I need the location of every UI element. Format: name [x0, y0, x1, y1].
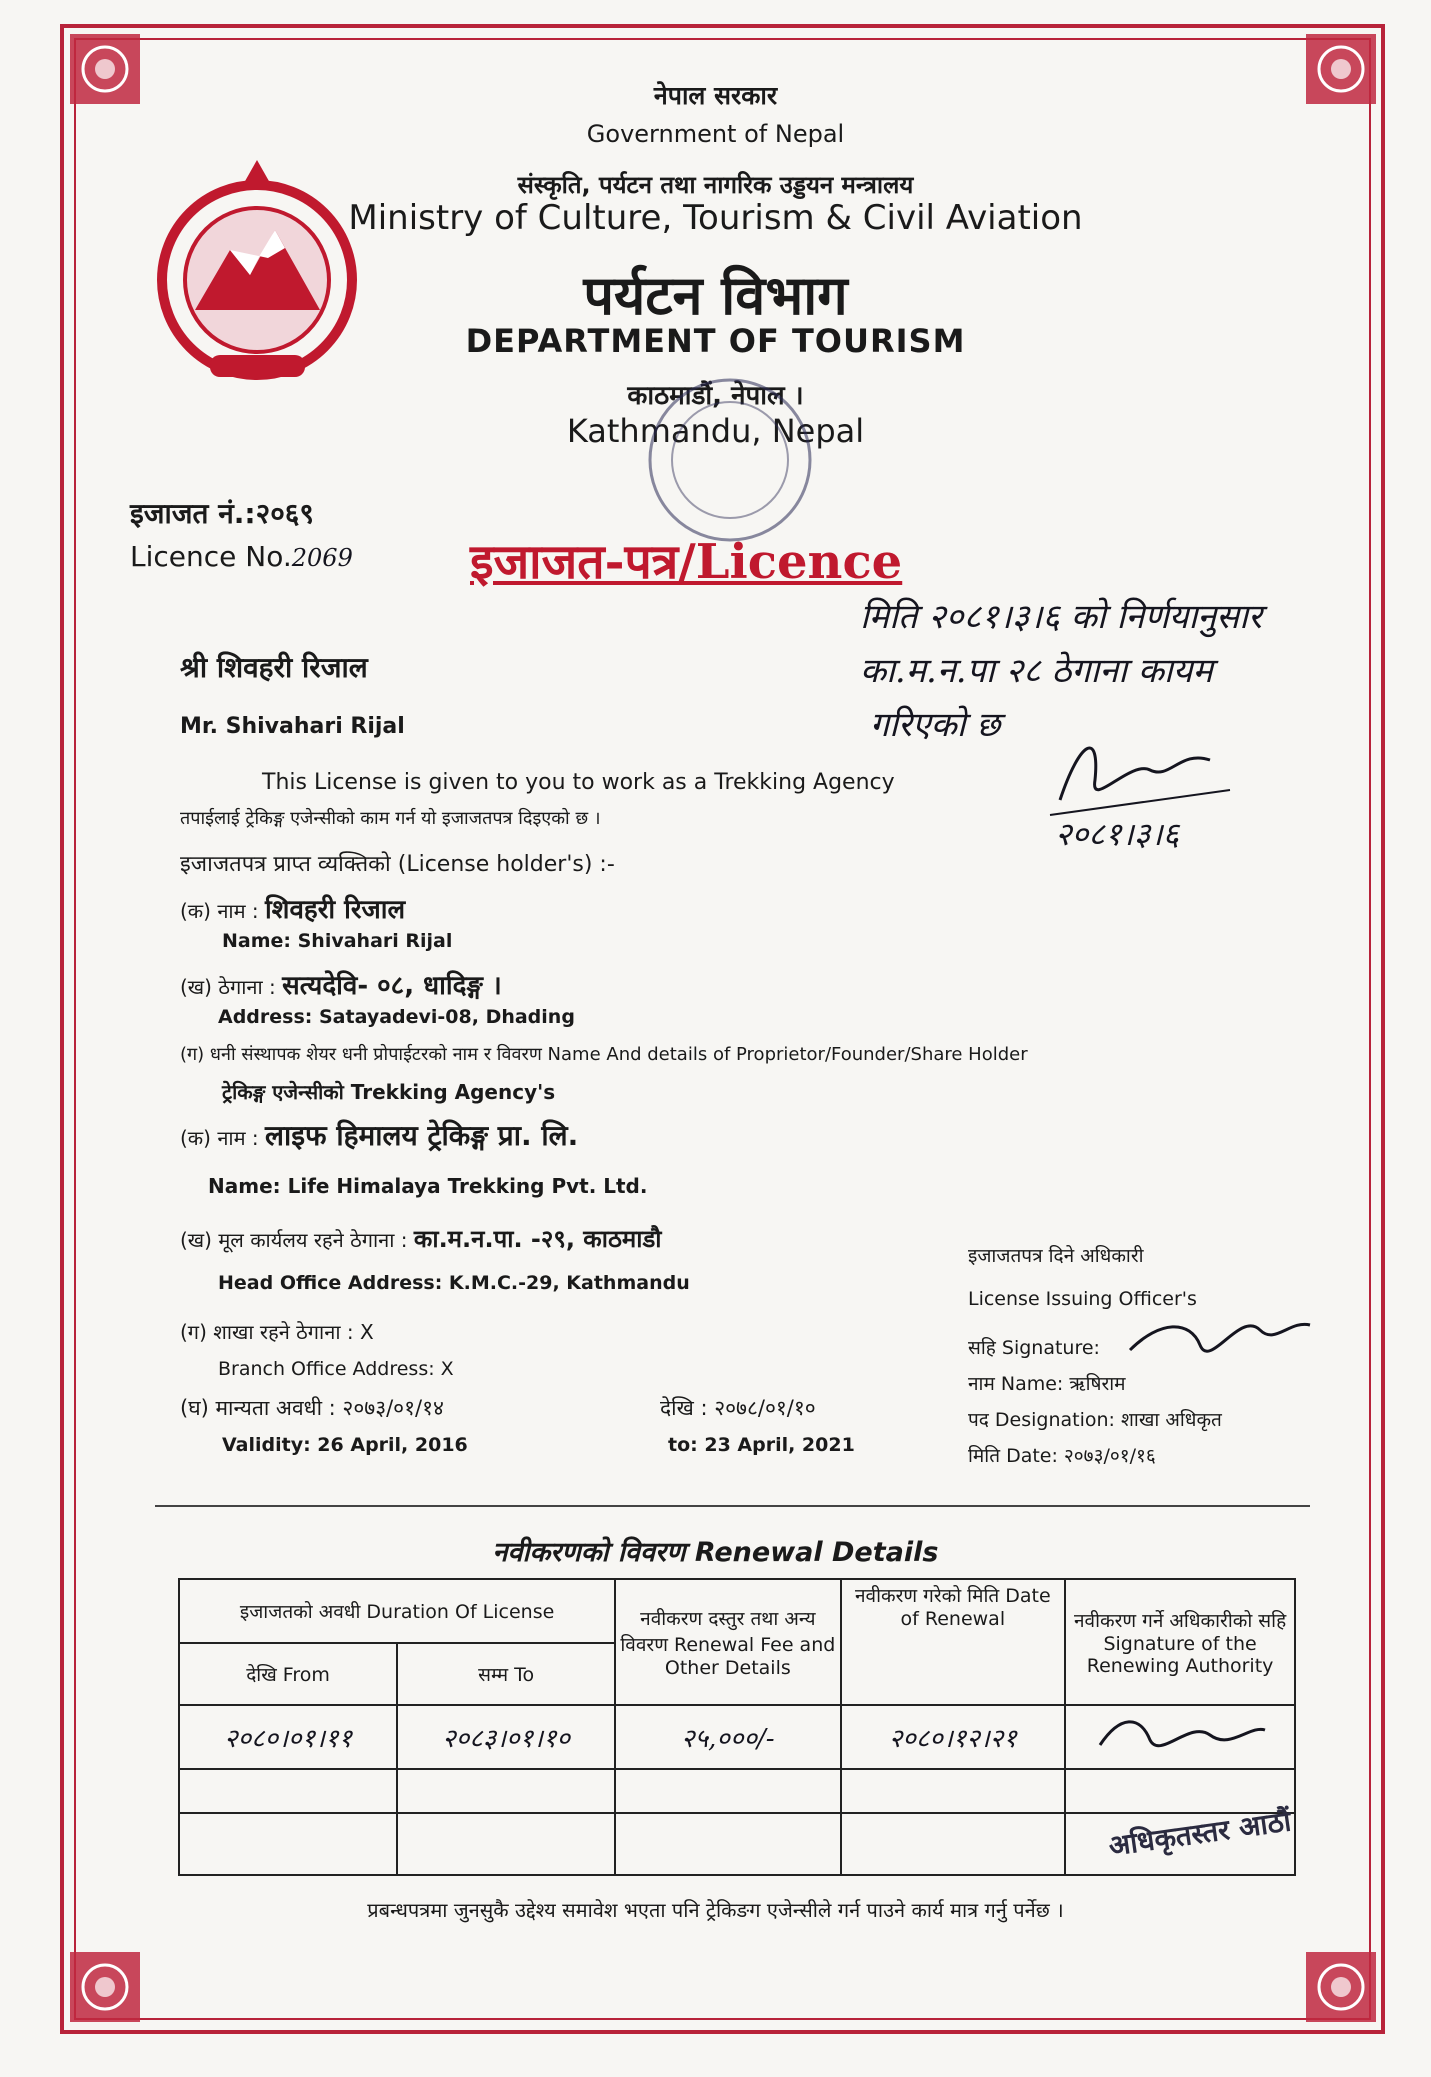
- agency-en: Name: Life Himalaya Trekking Pvt. Ltd.: [208, 1174, 648, 1198]
- intro-np: तपाईलाई ट्रेकिङ्ग एजेन्सीको काम गर्न यो इजाजतपत्र दिइएको छ ।: [180, 808, 601, 829]
- empty-cell: [397, 1769, 615, 1813]
- intro-en: This License is given to you to work as a Trekking Agency: [262, 770, 895, 795]
- corner-ornament-bottom-right: [1302, 1948, 1380, 2026]
- gov-np: नेपाल सरकार: [653, 81, 778, 110]
- address-en: Address: Satayadevi-08, Dhading: [218, 1006, 575, 1028]
- renewal-fee: २५,०००/-: [615, 1705, 840, 1769]
- location-np: काठमाडौं, नेपाल ।: [627, 381, 804, 411]
- name-np-label: (क) नाम :: [180, 899, 259, 923]
- empty-cell: [179, 1813, 397, 1875]
- handwritten-note-date: २०८१।३।६: [1055, 815, 1180, 853]
- renewal-title: नवीकरणको विवरण Renewal Details: [492, 1537, 939, 1568]
- name-np-value: शिवहरी रिजाल: [265, 895, 406, 925]
- licence-no-label: Licence No.: [130, 540, 292, 573]
- officer-signature-icon: [1120, 1300, 1320, 1380]
- signature-header: नवीकरण गर्ने अधिकारीको सहि Signature of the Renewing Authority: [1065, 1579, 1295, 1705]
- officer-title-en: License Issuing Officer's: [968, 1288, 1197, 1310]
- renewal-signature-cell: [1065, 1705, 1295, 1769]
- gov-en: Government of Nepal: [586, 120, 845, 148]
- corner-ornament-bottom-left: [66, 1948, 144, 2026]
- head-np-value: का.म.न.पा. -२९, काठमाडौ: [413, 1225, 662, 1253]
- handwritten-note-line3: गरिएको छ: [870, 705, 1001, 745]
- name-en: Name: Shivahari Rijal: [222, 930, 453, 952]
- renewal-from: २०८०।०१।११: [179, 1705, 397, 1769]
- empty-cell: [615, 1769, 840, 1813]
- branch-en: Branch Office Address: X: [218, 1358, 454, 1380]
- renewal-empty-row-1: [179, 1769, 1295, 1813]
- licence-no-np: इजाजत नं.:२०६९: [130, 497, 314, 530]
- empty-cell: [841, 1769, 1066, 1813]
- to-np: देखि : २०७८/०१/१०: [660, 1396, 816, 1420]
- agency-label: ट्रेकिङ्ग एजेन्सीको Trekking Agency's: [222, 1080, 556, 1104]
- address-np-label: (ख) ठेगाना :: [180, 975, 276, 999]
- to-header: सम्म To: [397, 1643, 615, 1705]
- handwritten-note-line1: मिति २०८१।३।६ को निर्णयानुसार: [860, 597, 1262, 637]
- head-np-label: (ख) मूल कार्यलय रहने ठेगाना :: [180, 1228, 408, 1252]
- agency-np-value: लाइफ हिमालय ट्रेकिङ्ग प्रा. लि.: [265, 1119, 579, 1152]
- officer-name: नाम Name: ऋषिराम: [968, 1373, 1126, 1395]
- holder-label: इजाजतपत्र प्राप्त व्यक्तिको (License holder's) :-: [180, 852, 615, 877]
- head-np-row: [180, 1222, 662, 1255]
- dept-en: DEPARTMENT OF TOURISM: [465, 322, 966, 360]
- recipient-name-np: श्री शिवहरी रिजाल: [180, 651, 368, 684]
- licence-no-en: [130, 540, 353, 573]
- from-header: देखि From: [179, 1643, 397, 1705]
- address-np-value: सत्यदेवि- ०८, धादिङ्ग ।: [282, 971, 502, 1001]
- empty-cell: [397, 1813, 615, 1875]
- footer-note: प्रबन्धपत्रमा जुनसुकै उद्देश्य समावेश भएता पनि ट्रेकिङग एजेन्सीले गर्न पाउने कार्य मात्र गर्नु पर्नेछ ।: [367, 1898, 1064, 1922]
- officer-signature: सहि Signature:: [968, 1337, 1100, 1359]
- branch-np: (ग) शाखा रहने ठेगाना : X: [180, 1320, 374, 1344]
- duration-header: इजाजतको अवधी Duration Of License: [179, 1579, 615, 1643]
- ministry-np: संस्कृति, पर्यटन तथा नागरिक उड्डयन मन्त्रालय: [517, 171, 914, 199]
- renewal-to: २०८३।०१।१०: [397, 1705, 615, 1769]
- proprietor-label: (ग) धनी संस्थापक शेयर धनी प्रोपाईटरको नाम र विवरण Name And details of Proprietor/Founder/Share Holder: [180, 1044, 1028, 1065]
- name-np-row: [180, 890, 405, 926]
- section-divider: [155, 1505, 1310, 1507]
- empty-cell: [615, 1813, 840, 1875]
- renewal-signature-icon: [1090, 1710, 1270, 1760]
- renewal-row: [179, 1705, 1295, 1769]
- recipient-name-en: Mr. Shivahari Rijal: [180, 714, 405, 739]
- date-header: नवीकरण गरेको मिति Date of Renewal: [841, 1579, 1066, 1705]
- dept-np: पर्यटन विभाग: [583, 264, 848, 327]
- ministry-en: Ministry of Culture, Tourism & Civil Aviation: [348, 198, 1083, 238]
- agency-np-row: [180, 1116, 578, 1154]
- empty-cell: [179, 1769, 397, 1813]
- location-en: Kathmandu, Nepal: [566, 412, 865, 450]
- officer-date: मिति Date: २०७३/०१/१६: [968, 1445, 1156, 1467]
- officer-title-np: इजाजतपत्र दिने अधिकारी: [968, 1245, 1144, 1267]
- validity-np: (घ) मान्यता अवधी : २०७३/०१/१४: [180, 1396, 444, 1420]
- officer-designation: पद Designation: शाखा अधिकृत: [968, 1409, 1222, 1431]
- head-office-en: Head Office Address: K.M.C.-29, Kathmandu: [218, 1272, 690, 1294]
- fee-header: नवीकरण दस्तुर तथा अन्य विवरण Renewal Fee and Other Details: [615, 1579, 840, 1705]
- renewal-date: २०८०।१२।२१: [841, 1705, 1066, 1769]
- licence-no-value: 2069: [291, 544, 353, 572]
- validity-en: Validity: 26 April, 2016: [222, 1434, 468, 1456]
- handwritten-note-line2: का.म.न.पा २८ ठेगाना कायम: [860, 651, 1213, 691]
- empty-cell: [841, 1813, 1066, 1875]
- department-stamp-icon: [640, 370, 820, 550]
- to-en: to: 23 April, 2021: [668, 1434, 855, 1456]
- renewal-header-row: [179, 1579, 1295, 1643]
- licence-title: इजाजत-पत्र/Licence: [470, 534, 903, 590]
- address-np-row: [180, 966, 502, 1002]
- agency-np-label: (क) नाम :: [180, 1126, 259, 1150]
- renewal-stamp: अधिकृतस्तर आठौं: [1106, 1804, 1294, 1863]
